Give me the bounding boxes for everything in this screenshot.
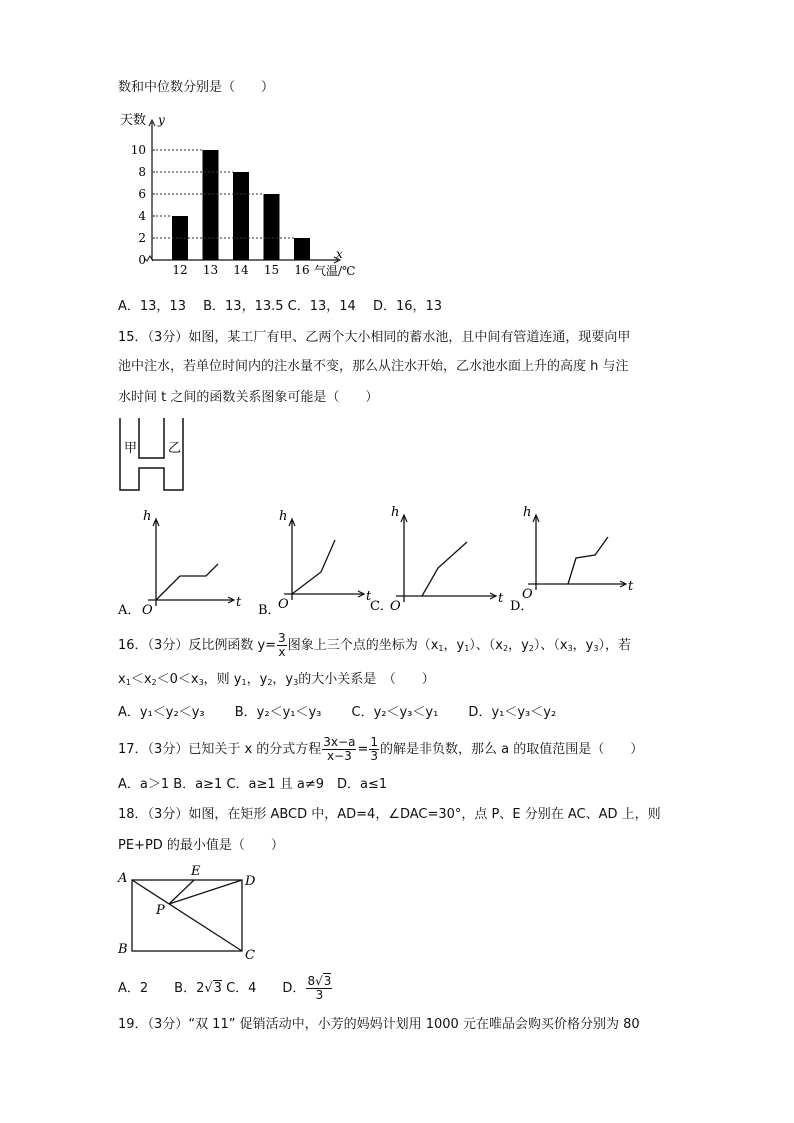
y-tick-label: 2: [138, 231, 146, 245]
y-tick-label: 6: [138, 187, 146, 201]
q14-bar-chart: [110, 108, 370, 278]
t-axis-label: t: [366, 589, 372, 604]
option-label: D．: [510, 599, 534, 612]
q15-graph-c: [370, 502, 510, 612]
x-tick-label: 13: [202, 263, 219, 277]
q18-line2: PE+PD 的最小值是（ ）: [118, 838, 284, 853]
tank-left-label: 甲: [124, 441, 138, 456]
h-axis-label: h: [143, 509, 152, 524]
x-tick-label: 15: [263, 263, 280, 277]
q18-line1: 18．（3分）如图，在矩形 ABCD 中，AD=4，∠DAC=30°，点 P、E 分别在 AC、AD 上，则: [118, 807, 661, 822]
q17-options: A．a＞1 B．a≥1 C．a≥1 且 a≠9 D．a≤1: [118, 777, 388, 792]
bar: [264, 194, 280, 260]
q18-options: A．2 B．2√3 C．4 D． $\frac{8√3}{3}$: [118, 974, 332, 1002]
origin-label: O: [522, 587, 533, 602]
x-tick-label: 12: [172, 263, 188, 277]
graph-curve: [156, 564, 218, 600]
q16-options: A．y₁＜y₂＜y₃ B．y₂＜y₁＜y₃ C．y₂＜y₃＜y₁ D．y₁＜y₃＜y₂: [118, 705, 557, 720]
origin-label: O: [278, 597, 289, 612]
label-B: B: [118, 942, 128, 957]
graph-curve: [422, 542, 467, 596]
q14-stem-tail: 数和中位数分别是（ ）: [118, 80, 275, 95]
h-axis-label: h: [279, 509, 288, 524]
y-tick-label: 10: [130, 143, 146, 157]
x-tick-label: 16: [294, 263, 310, 277]
h-axis-label: h: [523, 505, 532, 520]
bar: [203, 150, 219, 260]
x-axis-title: 气温/℃: [314, 264, 356, 278]
bar: [294, 238, 310, 260]
x-axis-symbol: x: [336, 247, 343, 261]
option-label: B．: [258, 603, 281, 616]
q17-line1: 17．（3分）已知关于 x 的分式方程 $\frac{3x-a}{x-3}$ = $\frac{1}{3}$ 的解是非负数，那么 a 的取值范围是（ ）: [118, 735, 644, 763]
t-axis-label: t: [236, 595, 242, 610]
q15-graph-d: [510, 502, 650, 612]
option-label: C．: [370, 599, 393, 612]
option-label: A．: [118, 603, 141, 616]
t-axis-label: t: [498, 591, 504, 606]
q17-fraction-1: $\frac{3x-a}{x-3}$: [323, 735, 356, 763]
y-tick-label: 4: [138, 209, 146, 223]
label-P: P: [156, 903, 165, 918]
bar: [233, 172, 249, 260]
q15-line2: 池中注水，若单位时间内的注水量不变，那么从注水开始，乙水池水面上升的高度 h 与注: [118, 359, 629, 374]
label-A: A: [118, 871, 128, 886]
y-tick-label: 0: [138, 253, 146, 267]
q17-fraction-2: $\frac{1}{3}$: [370, 735, 378, 763]
graph-curve: [568, 537, 608, 584]
origin-label: O: [142, 603, 153, 616]
label-C: C: [245, 948, 255, 962]
t-axis-label: t: [628, 579, 634, 594]
q18-option-d-fraction: $\frac{8√3}{3}$: [307, 974, 332, 1002]
q15-line1: 15．（3分）如图，某工厂有甲、乙两个大小相同的蓄水池，且中间有管道连通，现要向甲: [118, 330, 631, 345]
q16-line2: $x_1<x_2<0<x_3$，则 $y_1$，$y_2$，$y_3$的大小关系是 （ ）: [118, 672, 435, 687]
y-axis-symbol: y: [158, 113, 165, 127]
h-axis-label: h: [391, 505, 400, 520]
q18-rectangle-figure: [114, 862, 264, 962]
origin-label: O: [390, 599, 401, 612]
tank-right-label: 乙: [168, 441, 182, 456]
q15-graph-a: [118, 506, 258, 616]
q15-line3: 水时间 t 之间的函数关系图象可能是（ ）: [118, 390, 379, 405]
label-D: D: [245, 874, 256, 889]
q14-options: A．13，13 B．13，13.5 C．13，14 D．16，13: [118, 299, 443, 314]
x-tick-label: 14: [233, 263, 249, 277]
q16-fraction: $\frac{3}{x}$: [278, 631, 286, 659]
label-E: E: [191, 864, 201, 879]
q15-tank-figure: [116, 416, 196, 496]
q19-line1: 19．（3分）“双 11” 促销活动中，小芳的妈妈计划用 1000 元在唯品会购买价格分别为 80: [118, 1017, 640, 1032]
graph-curve: [292, 540, 335, 594]
y-tick-label: 8: [138, 165, 146, 179]
q16-line1: 16．（3分）反比例函数 y= $\frac{3}{x}$ 图象上三个点的坐标为（$x_1$，$y_1$）、（$x_2$，$y_2$）、（$x_3$，$y_3$），若: [118, 631, 631, 659]
y-axis-title: 天数: [120, 113, 147, 128]
